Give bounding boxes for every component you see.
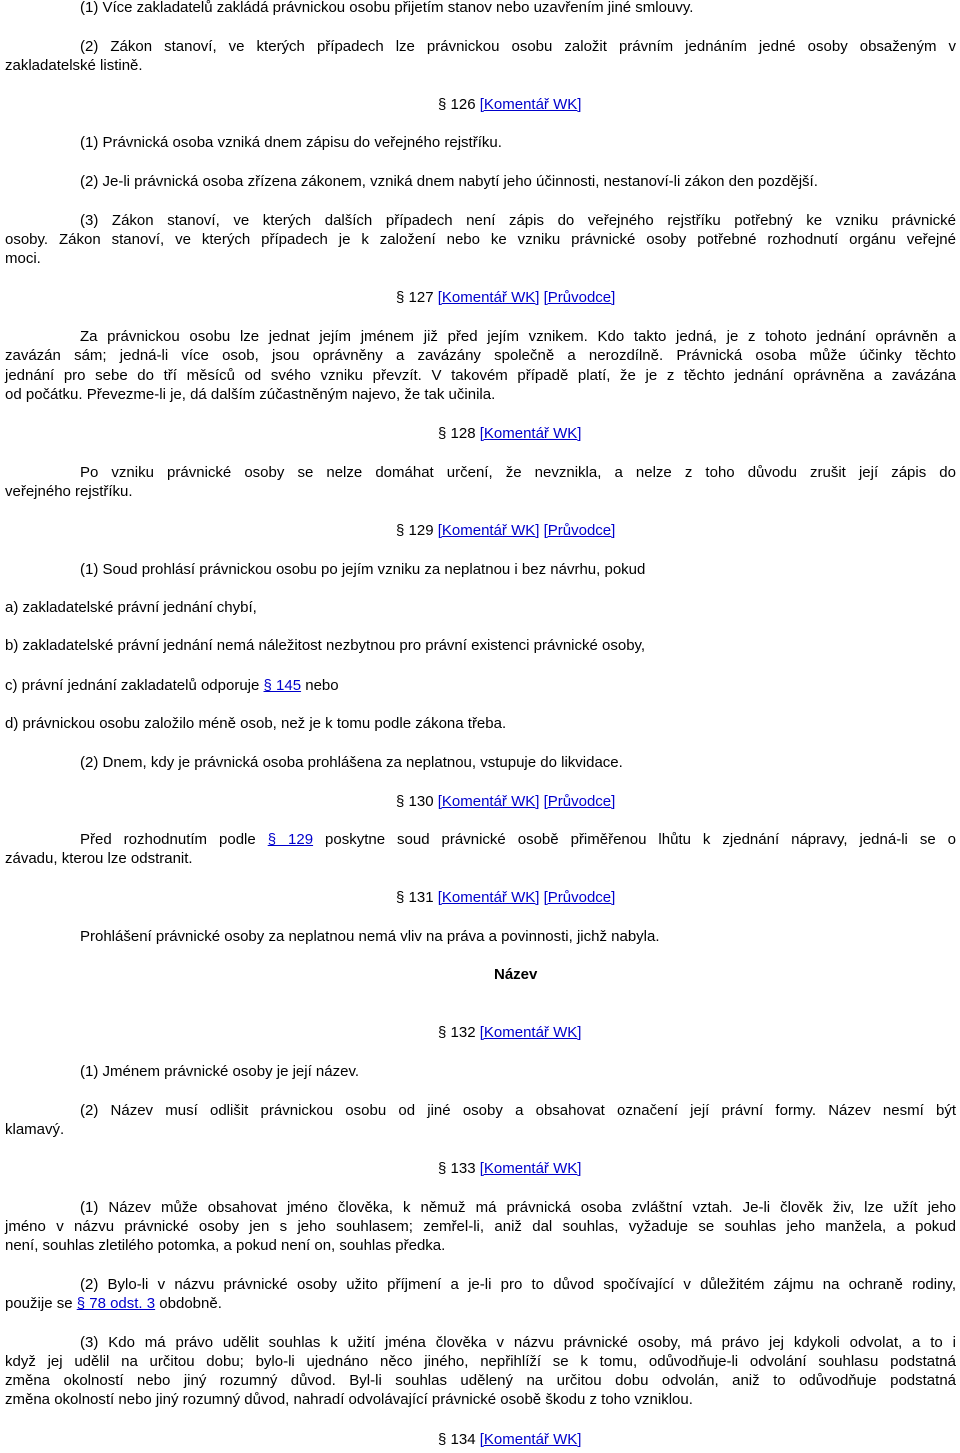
- paragraph-line: (2) Zákon stanoví, ve kterých případech lze právnickou osobu založit právním jednáním jedné osoby obsaženým v: [80, 38, 956, 55]
- paragraph-line: (1) Jménem právnické osoby je její název.: [80, 1063, 360, 1080]
- paragraph-line: Po vzniku právnické osoby se nelze domáhat určení, že nevznikla, a nelze z toho důvodu zrušit její zápis do: [80, 464, 956, 481]
- paragraph-line: jednání pro sebe do tří měsíců od svého vzniku převzít. V takovém případě platí, že je z těchto jednání oprávněna a zavázána: [5, 367, 956, 384]
- paragraph-line: (3) Kdo má právo udělit souhlas k užití jména člověka v názvu právnické osoby, má právo jej kdykoli odvolat, a to i: [80, 1334, 956, 1351]
- paragraph-line: (1) Právnická osoba vzniká dnem zápisu do veřejného rejstříku.: [80, 134, 502, 151]
- paragraph-line: (3) Zákon stanoví, ve kterých dalších případech není zápis do veřejného rejstříku potřebný ke vzniku právnické: [80, 212, 956, 229]
- section-number: § 131: [396, 889, 434, 906]
- section-number: § 127: [396, 289, 434, 306]
- list-item: b) zakladatelské právní jednání nemá náležitost nezbytnou pro právní existenci právnické osoby,: [5, 637, 646, 654]
- section-number: § 126: [438, 96, 476, 113]
- list-item: a) zakladatelské právní jednání chybí,: [5, 599, 257, 616]
- commentary-link[interactable]: [Komentář WK]: [479, 1160, 582, 1177]
- section-number: § 134: [438, 1431, 476, 1448]
- commentary-link[interactable]: [Komentář WK]: [437, 289, 540, 306]
- commentary-link[interactable]: [Komentář WK]: [479, 1431, 582, 1448]
- paragraph-line: zakladatelské listině.: [5, 57, 143, 74]
- paragraph-line: (2) Název musí odlišit právnickou osobu od jiné osoby a obsahovat označení její právní formy. Název nesmí být: [80, 1102, 956, 1119]
- section-number: § 133: [438, 1160, 476, 1177]
- paragraph-line: (1) Soud prohlásí právnickou osobu po jejím vzniku za neplatnou i bez návrhu, pokud: [80, 561, 646, 578]
- paragraph-line: když jej udělil na určitou dobu; bylo-li ujednáno něco jiného, nepřihlíží se k tomu, odůvodňuje-li odvolání souhlasu podstatná: [5, 1353, 956, 1370]
- guide-link[interactable]: [Průvodce]: [543, 289, 616, 306]
- paragraph-line: změna okolností nebo jiný rozumný důvod. Byl-li souhlas udělený na určitou dobu odvolán, aniž to odůvodňuje podstatná: [5, 1372, 956, 1389]
- guide-link[interactable]: [Průvodce]: [543, 522, 616, 539]
- commentary-link[interactable]: [Komentář WK]: [437, 793, 540, 810]
- guide-link[interactable]: [Průvodce]: [543, 793, 616, 810]
- commentary-link[interactable]: [Komentář WK]: [479, 425, 582, 442]
- paragraph-line: od počátku. Převezme-li je, dá dalším zúčastněným najevo, že tak učinila.: [5, 386, 496, 403]
- paragraph-line: zavázán sám; jedná-li více osob, jsou oprávněny a zavázány společně a nerozdílně. Právnická osoba může účinky těchto: [5, 347, 956, 364]
- commentary-link[interactable]: [Komentář WK]: [437, 889, 540, 906]
- paragraph-line: klamavý.: [5, 1121, 65, 1138]
- section-heading-129: [396, 521, 615, 540]
- commentary-link[interactable]: [Komentář WK]: [479, 1024, 582, 1041]
- paragraph-line: (1) Název může obsahovat jméno člověka, k němuž má právnická osoba zvláštní vztah. Je-li člověk živ, lze užít jeho: [80, 1199, 956, 1216]
- section-heading-133: [438, 1159, 581, 1178]
- section-number: § 132: [438, 1024, 476, 1041]
- cross-reference-link[interactable]: § 129: [267, 831, 314, 848]
- paragraph-line: není, souhlas zletilého potomka, a pokud není on, souhlas předka.: [5, 1237, 446, 1254]
- paragraph-line: (2) Dnem, kdy je právnická osoba prohlášena za neplatnou, vstupuje do likvidace.: [80, 754, 623, 771]
- section-heading-134: [438, 1430, 581, 1449]
- commentary-link[interactable]: [Komentář WK]: [479, 96, 582, 113]
- heading-nazev: Název: [494, 966, 538, 983]
- section-heading-128: [438, 424, 581, 443]
- paragraph-line: (2) Bylo-li v názvu právnické osoby užito příjmení a je-li pro to důvod spočívající v důležitém zájmu na ochraně rodiny,: [80, 1276, 956, 1293]
- paragraph-line: použije se § 78 odst. 3 obdobně.: [5, 1295, 222, 1312]
- paragraph-line: (1) Více zakladatelů zakládá právnickou osobu přijetím stanov nebo uzavřením jiné smlouvy.: [80, 0, 694, 16]
- paragraph-line: moci.: [5, 250, 41, 267]
- list-item: c) právní jednání zakladatelů odporuje § 145 nebo: [5, 677, 339, 694]
- guide-link[interactable]: [Průvodce]: [543, 889, 616, 906]
- paragraph-line: Za právnickou osobu lze jednat jejím jménem již před jejím vznikem. Kdo takto jedná, je z tohoto jednání oprávněn a: [80, 328, 956, 345]
- section-heading-130: [396, 792, 615, 811]
- paragraph-line: Před rozhodnutím podle § 129 poskytne soud právnické osobě přiměřenou lhůtu k zjednání nápravy, jedná-li se o: [80, 831, 956, 848]
- paragraph-line: (2) Je-li právnická osoba zřízena zákonem, vzniká dnem nabytí jeho účinnosti, nestanoví-li zákon den pozdější.: [80, 173, 818, 190]
- section-heading-131: [396, 888, 615, 907]
- cross-reference-link[interactable]: § 78 odst. 3: [76, 1295, 156, 1312]
- list-item: d) právnickou osobu založilo méně osob, než je k tomu podle zákona třeba.: [5, 715, 507, 732]
- paragraph-line: veřejného rejstříku.: [5, 483, 133, 500]
- section-number: § 128: [438, 425, 476, 442]
- section-heading-127: [396, 288, 615, 307]
- section-heading-126: [438, 95, 581, 114]
- cross-reference-link[interactable]: § 145: [263, 677, 302, 694]
- paragraph-line: osoby. Zákon stanoví, ve kterých případech je k založení nebo ke vzniku právnické osoby potřebné rozhodnutí orgánu veřejné: [5, 231, 956, 248]
- paragraph-line: změna okolností nebo jiný rozumný důvod, nahradí odvolávající právnické osobě škodu z toho vzniklou.: [5, 1391, 693, 1408]
- commentary-link[interactable]: [Komentář WK]: [437, 522, 540, 539]
- paragraph-line: jméno v názvu právnické osoby jen s jeho souhlasem; zemřel-li, aniž dal souhlas, vyžaduje se souhlas jeho manžela, a pokud: [5, 1218, 956, 1235]
- paragraph-line: Prohlášení právnické osoby za neplatnou nemá vliv na práva a povinnosti, jichž nabyla.: [80, 928, 660, 945]
- section-heading-132: [438, 1023, 581, 1042]
- section-number: § 129: [396, 522, 434, 539]
- section-number: § 130: [396, 793, 434, 810]
- paragraph-line: závadu, kterou lze odstranit.: [5, 850, 193, 867]
